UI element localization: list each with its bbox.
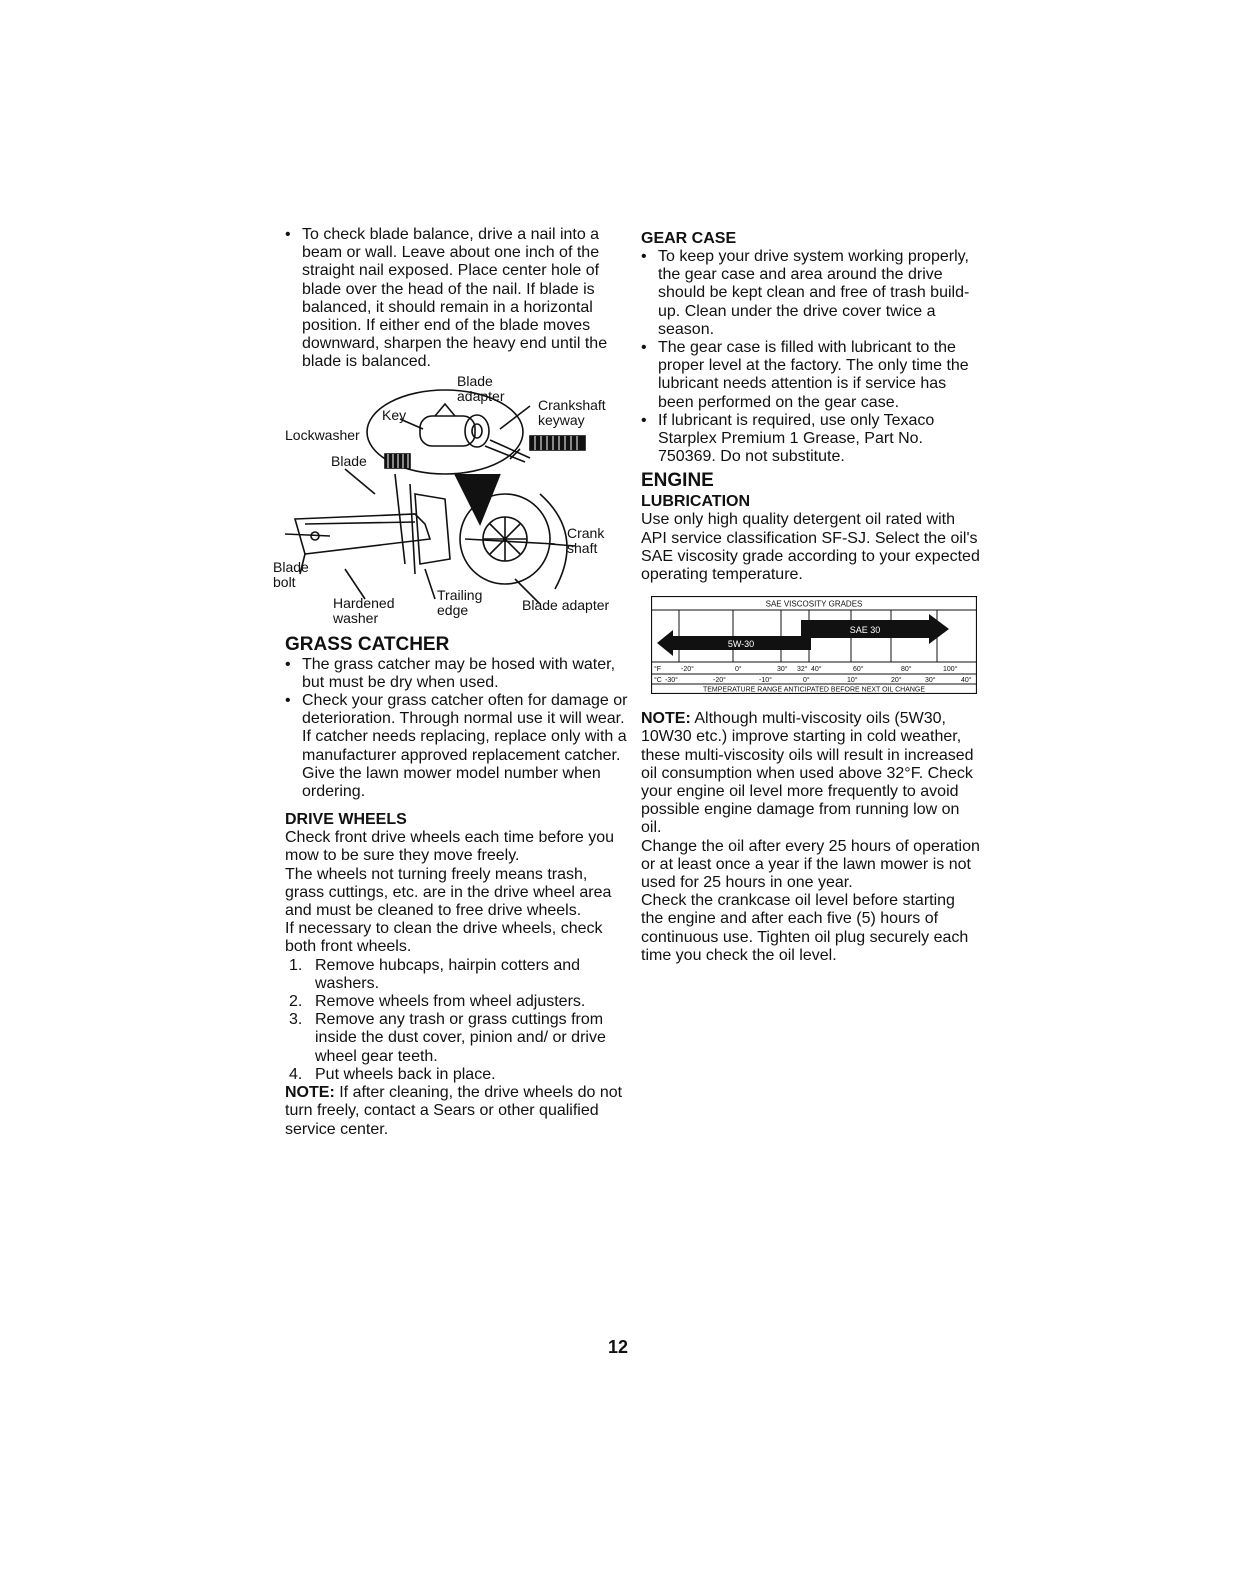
f-unit: °F — [654, 666, 662, 674]
label-lockwasher: Lockwasher — [285, 426, 360, 443]
f-tick-8: 100° — [943, 666, 958, 674]
label-key: Key — [382, 406, 407, 423]
c-tick-1: -30° — [665, 677, 678, 685]
step-2-text: Remove wheels from wheel adjusters. — [315, 993, 586, 1011]
label-blade-bolt: Blade bolt — [273, 558, 309, 590]
blade-balance-bullet: • To check blade balance, drive a nail into a beam or wall. Leave about one inch of the straight nail exposed. Place center hole of blade over the head of the nail. If blade is balanced, it should remain in a horizontal position. If either end of the blade moves downward, sharpen the heavy end until the blade is balanced. — [285, 226, 630, 372]
gear-case-bullet-2: • The gear case is filled with lubricant to the proper level at the factory. The only time the lubricant needs attention is if service has been performed on the gear case. — [641, 339, 981, 412]
lubrication-heading: LUBRICATION — [641, 493, 751, 511]
grass-catcher-bullet-1: • The grass catcher may be hosed with water, but must be dry when used. — [285, 656, 630, 692]
f-tick-4: 32° — [797, 666, 808, 674]
c-tick-6: 20° — [891, 677, 902, 685]
label-trailing-edge: Trailing edge — [437, 586, 483, 618]
c-tick-4: 0° — [803, 677, 810, 685]
drive-wheels-para-3: If necessary to clean the drive wheels, check both front wheels. — [285, 920, 603, 956]
f-tick-1: -20° — [681, 666, 694, 674]
grass-catcher-bullet-2: • Check your grass catcher often for damage or deterioration. Through normal use it will wear. If catcher needs replacing, replace only with a manufacturer approved replacement catcher. Give the lawn mower model number when ordering. — [285, 692, 630, 801]
sae30-label: SAE 30 — [849, 625, 881, 636]
blade-assembly-diagram — [273, 372, 630, 654]
drive-wheels-heading: DRIVE WHEELS — [285, 811, 407, 829]
step-3 — [285, 1011, 630, 1066]
grass-catcher-list — [285, 656, 630, 802]
step-3-number: 3. — [289, 1011, 303, 1029]
engine-note-label: NOTE: — [641, 710, 691, 728]
drive-wheels-note — [285, 1084, 630, 1139]
f-tick-7: 80° — [901, 666, 912, 674]
label-blade-adapter-bottom: Blade adapter — [522, 596, 610, 613]
c-tick-8: 40° — [961, 677, 972, 685]
grass-catcher-heading: GRASS CATCHER — [285, 633, 450, 655]
5w30-label: 5W-30 — [727, 639, 755, 650]
gear-case-heading: GEAR CASE — [641, 230, 737, 247]
engine-note — [641, 710, 981, 837]
label-hardened-washer: Hardened washer — [333, 594, 395, 626]
step-1-number: 1. — [289, 956, 303, 974]
drive-wheels-para-2: The wheels not turning freely means trash, grass cuttings, etc. are in the drive wheel area and must be cleaned to free drive wheels. — [285, 865, 612, 920]
c-unit: °C — [654, 677, 662, 685]
gear-case-list — [641, 248, 981, 466]
step-2-number: 2. — [289, 993, 303, 1011]
step-1 — [285, 957, 630, 993]
label-blade: Blade — [331, 452, 367, 469]
right-column — [641, 226, 981, 965]
oil-change-text: Change the oil after every 25 hours of operation or at least once a year if the lawn mower is not used for 25 hours in one year. — [641, 837, 980, 892]
gear-case-bullet-3: • If lubricant is required, use only Texaco Starplex Premium 1 Grease, Part No. 750369. Do not substitute. — [641, 412, 981, 467]
step-4 — [285, 1066, 630, 1084]
blade-balance-list — [285, 226, 630, 372]
step-1-text: Remove hubcaps, hairpin cotters and washers. — [315, 956, 581, 992]
f-tick-5: 40° — [811, 666, 822, 674]
drive-wheels-steps — [285, 957, 630, 1084]
c-tick-2: -20° — [713, 677, 726, 685]
c-tick-5: 10° — [847, 677, 858, 685]
drive-wheels-note-text: If after cleaning, the drive wheels do not turn freely, contact a Sears or other qualified service center. — [285, 1084, 623, 1138]
drive-wheels-para-1: Check front drive wheels each time before you mow to be sure they move freely. — [285, 829, 615, 865]
c-tick-3: -10° — [759, 677, 772, 685]
viscosity-chart-title: SAE VISCOSITY GRADES — [765, 599, 863, 609]
drive-wheels-note-label: NOTE: — [285, 1084, 335, 1102]
step-4-text: Put wheels back in place. — [315, 1065, 496, 1083]
lubrication-text: Use only high quality detergent oil rated with API service classification SF-SJ. Select the oil's SAE viscosity grade according to your expected operating temperature. — [641, 511, 980, 584]
f-tick-3: 30° — [777, 666, 788, 674]
step-2 — [285, 993, 630, 1011]
engine-heading: ENGINE — [641, 470, 714, 492]
f-tick-2: 0° — [735, 666, 742, 674]
engine-note-text: Although multi-viscosity oils (5W30, 10W30 etc.) improve starting in cold weather, these multi-viscosity oils will result in increased oil consumption when used above 32°F. Check your engine oil level more frequently to avoid possible engine damage from running low on oil. — [641, 710, 974, 837]
oil-check-text: Check the crankcase oil level before starting the engine and after each five (5) hours of continuous use. Tighten oil plug securely each time you check the oil level. — [641, 892, 969, 964]
sae-viscosity-chart — [651, 596, 977, 694]
left-column — [273, 226, 630, 1139]
label-crankshaft: Crank shaft — [567, 524, 605, 556]
viscosity-chart-drawing — [651, 596, 977, 694]
label-blade-adapter-top: Blade adapter — [457, 372, 505, 404]
f-tick-6: 60° — [853, 666, 864, 674]
viscosity-chart-caption: TEMPERATURE RANGE ANTICIPATED BEFORE NEXT OIL CHANGE — [702, 686, 926, 694]
gear-case-bullet-1: • To keep your drive system working properly, the gear case and area around the drive should be kept clean and free of trash build-up. Clean under the drive cover twice a season. — [641, 248, 981, 339]
c-tick-7: 30° — [925, 677, 936, 685]
label-crankshaft-keyway: Crankshaft keyway — [538, 396, 606, 428]
page-number: 12 — [607, 1337, 629, 1357]
step-4-number: 4. — [289, 1065, 303, 1083]
step-3-text: Remove any trash or grass cuttings from inside the dust cover, pinion and/ or drive wheel gear teeth. — [315, 1011, 606, 1065]
